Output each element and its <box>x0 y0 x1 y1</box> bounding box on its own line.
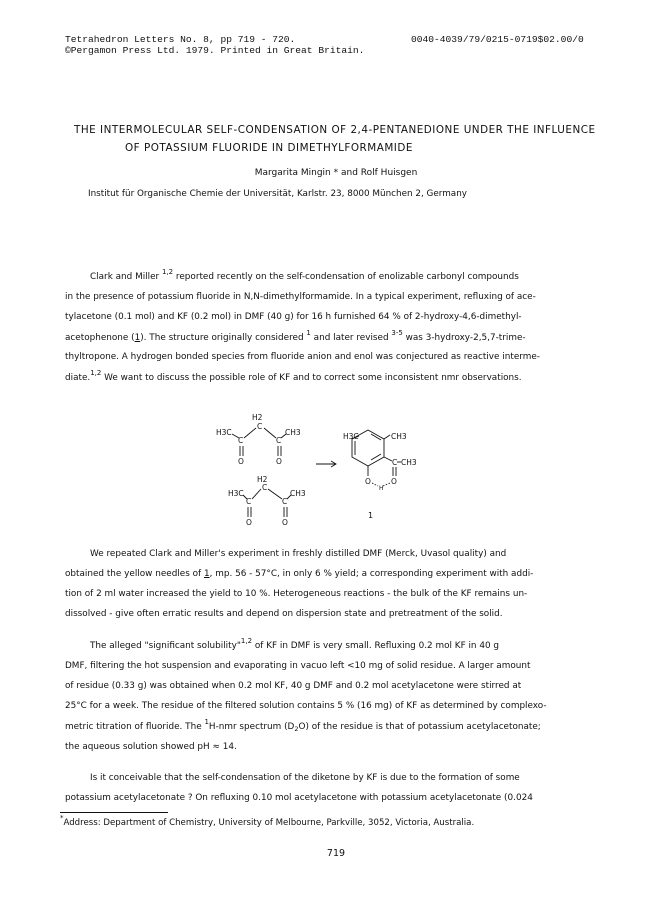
page-number: 719 <box>326 848 346 859</box>
carbon-label: C <box>282 497 288 506</box>
oxygen-label: O <box>282 518 288 527</box>
h3c-label: H3C <box>343 432 359 441</box>
ch3-label: CH3 <box>285 428 301 437</box>
hydrogen-label: H <box>379 485 384 492</box>
ch3-label: CH3 <box>290 489 306 498</box>
compound-ref: 1 <box>134 333 141 343</box>
text-line: Clark and Miller $^{1,2}$ reported recently on the self-condensation of enolizable carbonyl compounds <box>90 268 519 282</box>
reaction-scheme <box>210 408 450 533</box>
text-line: tion of 2 ml water increased the yield to 10 %. Heterogeneous reactions - the bulk of the KF remains un- <box>65 589 528 599</box>
text-line: dissolved - give often erratic results and depend on dispersion state and pretreatment of the solid. <box>65 609 503 619</box>
text-line: metric titration of fluoride. The $^1$H-nmr spectrum $(D_2O)$ of the residue is that of potassium acetylacetonate; <box>65 718 541 733</box>
text-line: obtained the yellow needles of 1, mp. 56 - 57°C, in only 6 % yield; a corresponding experiment with addi- <box>65 569 534 579</box>
carbon-label: C <box>262 483 268 492</box>
ch3-label: CH3 <box>391 432 407 441</box>
text-line: the aqueous solution showed pH ≈ 14. <box>65 742 237 752</box>
ch3-label: CH3 <box>401 458 417 467</box>
affiliation: Institut für Organische Chemie der Universität, Karlstr. 23, 8000 München 2, Germany <box>88 189 467 199</box>
footnote-rule <box>60 812 168 813</box>
article-code: 0040-4039/79/0215-0719$02.00/0 <box>411 34 584 45</box>
text-line: The alleged "significant solubility"$^{1,2}$ of KF in DMF is very small. Refluxing 0.2 mol KF in 40 g <box>90 637 500 651</box>
carbon-label: C <box>276 436 282 445</box>
journal-citation: Tetrahedron Letters No. 8, pp 719 - 720. <box>65 34 296 45</box>
copyright-line: ©Pergamon Press Ltd. 1979. Printed in Great Britain. <box>65 45 365 56</box>
text-line: potassium acetylacetonate ? On refluxing 0.10 mol acetylacetone with potassium acetylacetonate (0.024 <box>65 793 533 803</box>
h2-label: H2 <box>252 413 263 422</box>
text-line: We repeated Clark and Miller's experiment in freshly distilled DMF (Merck, Uvasol quality) and <box>90 549 507 559</box>
authors <box>0 168 672 178</box>
carbon-label: C <box>257 422 263 431</box>
oxygen-label: O <box>276 457 282 466</box>
text-line: thyltropone. A hydrogen bonded species from fluoride anion and enol was conjectured as reactive interme- <box>65 352 540 362</box>
footnote-mark: * <box>60 814 64 822</box>
carbon-label: C <box>246 497 252 506</box>
author-asterisk: * <box>333 168 339 178</box>
text-line: 25°C for a week. The residue of the filtered solution contains 5 % (16 mg) of KF as determined by complexo- <box>65 701 547 711</box>
h3c-label: H3C <box>228 489 244 498</box>
author-conjunction: and <box>340 168 358 178</box>
compound-number: 1 <box>368 511 374 520</box>
paper-title-line1: THE INTERMOLECULAR SELF-CONDENSATION OF 2,4-PENTANEDIONE UNDER THE INFLUENCE <box>74 124 596 136</box>
carbon-label: C <box>238 436 244 445</box>
paper-title-line2: OF POTASSIUM FLUORIDE IN DIMETHYLFORMAMIDE <box>125 142 413 154</box>
carbon-label: C <box>392 458 398 467</box>
h3c-label: H3C <box>216 428 232 437</box>
oxygen-label: O <box>238 457 244 466</box>
text-line: Is it conceivable that the self-condensation of the diketone by KF is due to the formation of some <box>90 773 520 783</box>
oxygen-label: O <box>391 477 397 486</box>
text-line: acetophenone (1). The structure originally considered $^1$ and later revised $^{3-5}$ was 3-hydroxy-2,5,7-trime- <box>65 329 526 343</box>
author-name: Margarita Mingin <box>254 168 331 178</box>
text-line: diate.$^{1,2}$ We want to discuss the possible role of KF and to correct some inconsistent nmr observations. <box>65 369 522 383</box>
footnote: *Address: Department of Chemistry, University of Melbourne, Parkville, 3052, Victoria, Australia. <box>60 814 475 828</box>
text-line: tylacetone (0.1 mol) and KF (0.2 mol) in DMF (40 g) for 16 h furnished 64 % of 2-hydroxy-4,6-dimethyl- <box>65 312 522 322</box>
compound-ref: 1 <box>203 569 210 579</box>
text-line: DMF, filtering the hot suspension and evaporating in vacuo left <10 mg of solid residue. A larger amount <box>65 661 531 671</box>
text-line: in the presence of potassium fluoride in N,N-dimethylformamide. In a typical experiment, refluxing of ace- <box>65 292 536 302</box>
text-line: of residue (0.33 g) was obtained when 0.2 mol KF, 40 g DMF and 0.2 mol acetylacetone were stirred at <box>65 681 522 691</box>
oxygen-label: O <box>246 518 252 527</box>
oxygen-label: O <box>365 477 371 486</box>
h2-label: H2 <box>257 475 268 484</box>
author-name: Rolf Huisgen <box>360 168 418 178</box>
